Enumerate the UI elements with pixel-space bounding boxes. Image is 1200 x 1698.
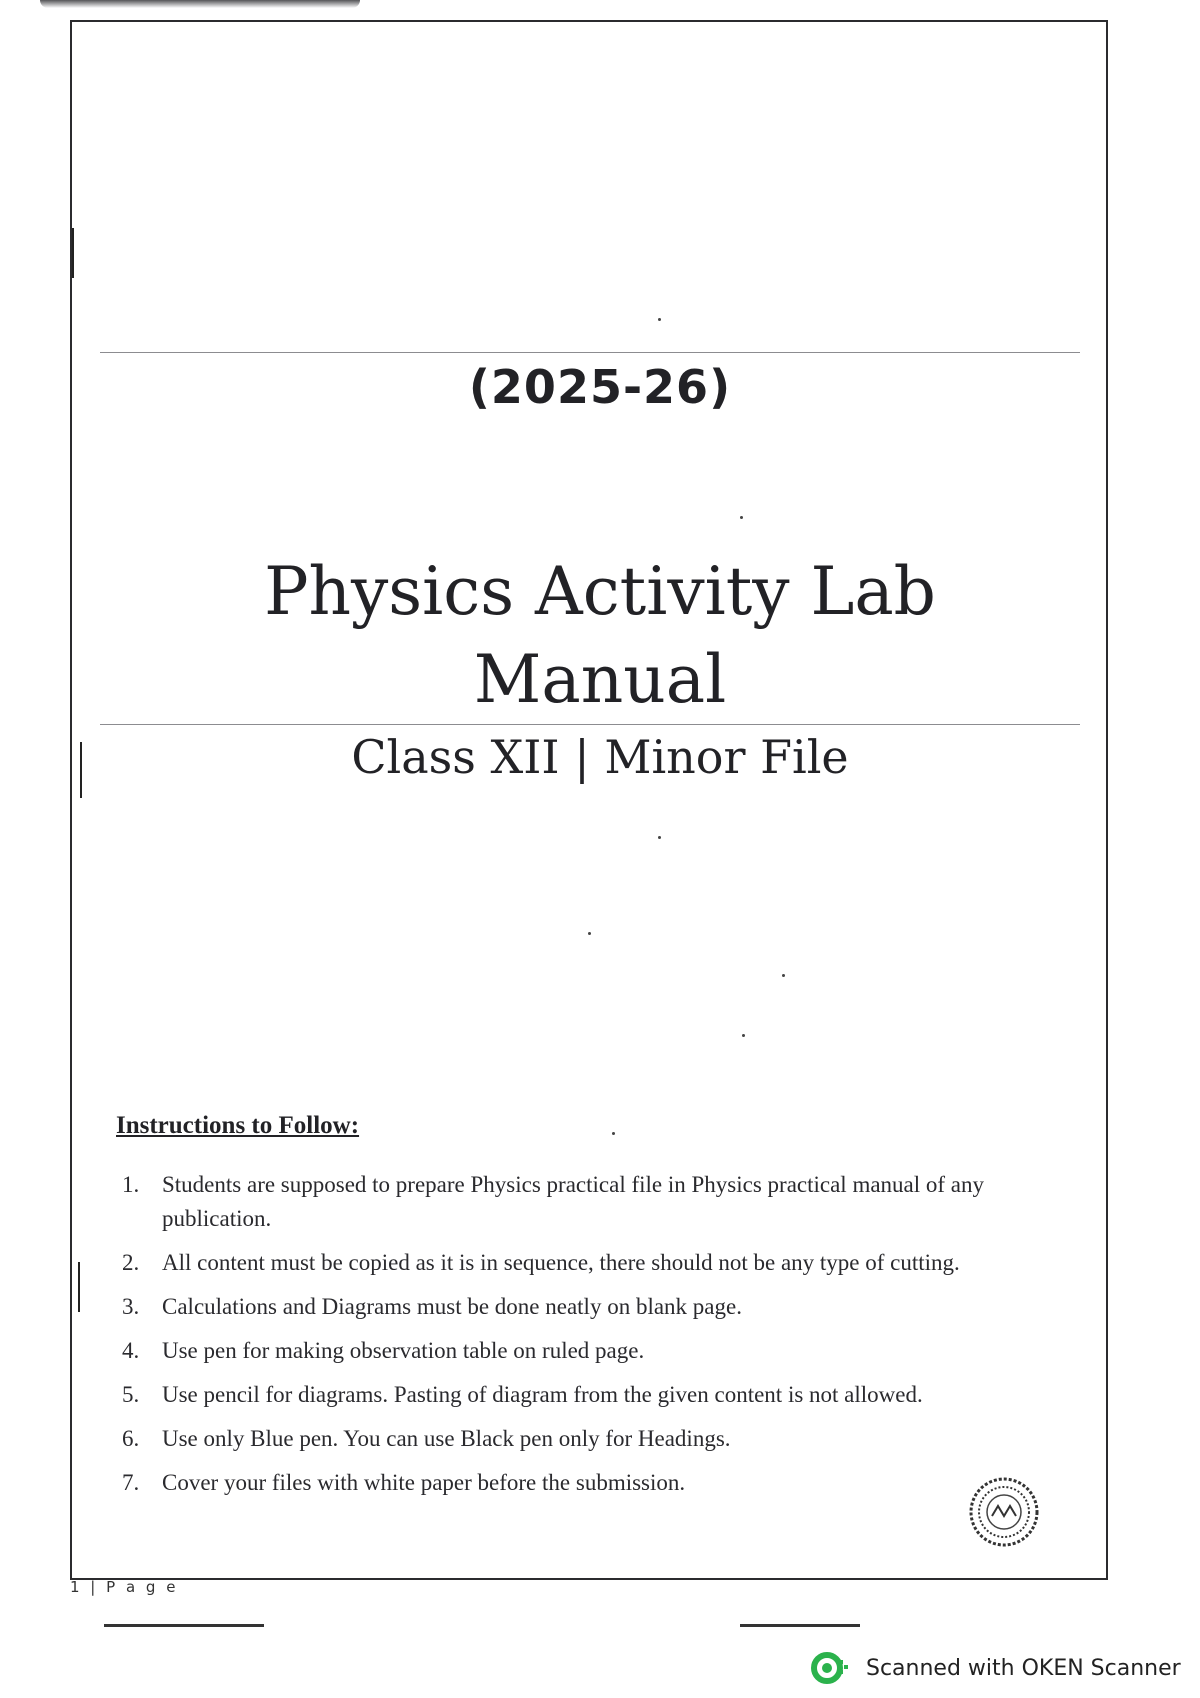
rule-line-middle [100, 724, 1080, 725]
speck [658, 836, 661, 839]
speck [782, 974, 785, 977]
scan-edge-line [740, 1624, 860, 1627]
page-number: 1 | P a g e [70, 1578, 179, 1596]
scanner-label: Scanned with OKEN Scanner [866, 1655, 1181, 1681]
margin-mark [78, 1262, 80, 1312]
list-item-number: 6. [122, 1426, 140, 1451]
page-title [0, 548, 1200, 724]
list-item [116, 1246, 1076, 1280]
rule-line-top [100, 352, 1080, 353]
scanner-watermark [810, 1648, 1181, 1688]
list-item-number: 3. [122, 1294, 140, 1319]
list-item-number: 7. [122, 1470, 140, 1495]
speck [658, 318, 661, 321]
margin-mark [72, 228, 74, 278]
list-item [116, 1334, 1076, 1368]
list-item-text: Calculations and Diagrams must be done neatly on blank page. [162, 1294, 742, 1319]
list-item-text: Students are supposed to prepare Physics practical file in Physics practical manual of any publication. [162, 1172, 985, 1231]
speck [740, 516, 743, 519]
instructions-list [116, 1168, 1076, 1510]
list-item-number: 2. [122, 1250, 140, 1275]
list-item-text: Cover your files with white paper before the submission. [162, 1470, 686, 1495]
list-item-text: All content must be copied as it is in sequence, there should not be any type of cutting. [162, 1250, 960, 1275]
speck [588, 932, 591, 935]
list-item-number: 1. [122, 1172, 140, 1197]
page-subtitle: Class XII | Minor File [351, 730, 849, 784]
oken-scanner-logo-icon [810, 1648, 850, 1688]
title-line-2: Manual [473, 641, 727, 718]
speck [742, 1034, 745, 1037]
school-seal-icon [968, 1476, 1040, 1548]
speck [612, 1132, 615, 1135]
list-item [116, 1422, 1076, 1456]
academic-year: (2025-26) [468, 360, 732, 414]
list-item-number: 5. [122, 1382, 140, 1407]
list-item-number: 4. [122, 1338, 140, 1363]
instructions-heading: Instructions to Follow: [116, 1112, 360, 1139]
title-line-1: Physics Activity Lab [264, 553, 936, 630]
list-item [116, 1290, 1076, 1324]
list-item [116, 1378, 1076, 1412]
scan-edge-line [104, 1624, 264, 1627]
list-item-text: Use only Blue pen. You can use Black pen only for Headings. [162, 1426, 731, 1451]
list-item-text: Use pen for making observation table on ruled page. [162, 1338, 645, 1363]
list-item [116, 1168, 1076, 1236]
list-item-text: Use pencil for diagrams. Pasting of diagram from the given content is not allowed. [162, 1382, 923, 1407]
list-item [116, 1466, 1076, 1500]
scan-edge-shadow [40, 0, 360, 8]
